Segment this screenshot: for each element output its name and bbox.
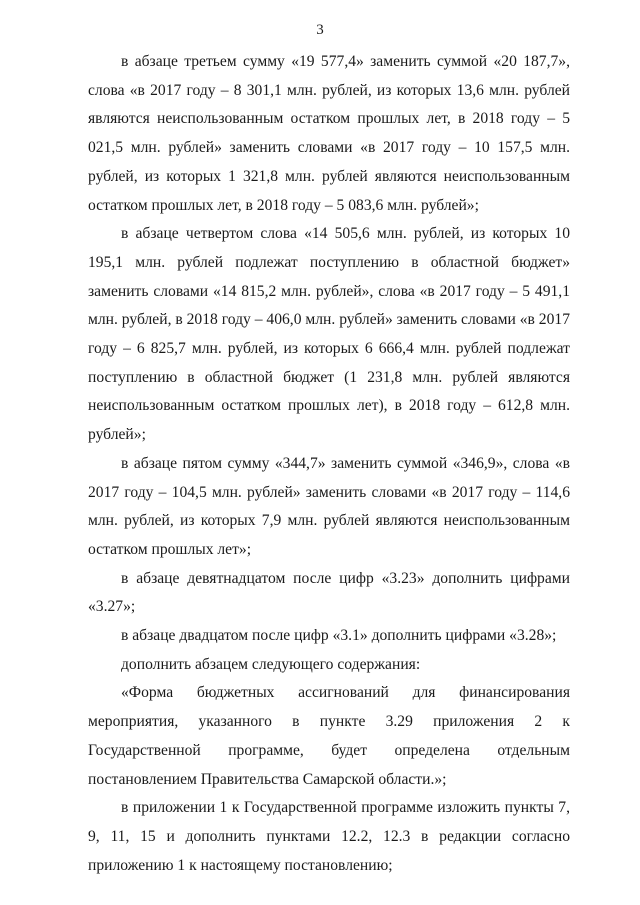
page-number: 3 bbox=[316, 22, 324, 38]
paragraph-quote-form: «Форма бюджетных ассигнований для финансирования мероприятия, указанного в пункте 3.29 приложения 2 к Государственной программе, будет определена отдельным постановлением Правительства Самарской области.»; bbox=[88, 684, 570, 788]
paragraph-abzac-20: в абзаце двадцатом после цифр «3.1» дополнить цифрами «3.28»; bbox=[121, 627, 557, 645]
paragraph-add-abzac: дополнить абзацем следующего содержания: bbox=[121, 655, 421, 673]
paragraph-abzac-5: в абзаце пятом сумму «344,7» заменить суммой «346,9», слова «в 2017 году – 104,5 млн. рублей» заменить словами «в 2017 году – 114,6 млн. рублей, из которых 7,9 млн. рублей являются неиспользованным остатком прошлых лет»; bbox=[88, 454, 570, 558]
paragraph-abzac-19: в абзаце девятнадцатом после цифр «3.23» дополнить цифрами «3.27»; bbox=[88, 569, 570, 616]
paragraph-abzac-4: в абзаце четвертом слова «14 505,6 млн. рублей, из которых 10 195,1 млн. рублей подлежат поступлению в областной бюджет» заменить словами «14 815,2 млн. рублей», слова «в 2017 году – 5 491,1 млн. рублей, в 2018 году – 406,0 млн. рублей» заменить словами «в 2017 году – 6 825,7 млн. рублей, из которых 6 666,4 млн. рублей подлежат поступлению в областной бюджет (1 231,8 млн. рублей являются неиспользованным остатком прошлых лет), в 2018 году – 612,8 млн. рублей»; bbox=[88, 225, 570, 444]
document-body bbox=[88, 48, 570, 880]
paragraph-abzac-3: в абзаце третьем сумму «19 577,4» заменить суммой «20 187,7», слова «в 2017 году – 8 301,1 млн. рублей, из которых 13,6 млн. рублей являются неиспользованным остатком прошлых лет, в 2018 году – 5 021,5 млн. рублей» заменить словами «в 2017 году – 10 157,5 млн. рублей, из которых 1 321,8 млн. рублей являются неиспользованным остатком прошлых лет, в 2018 году – 5 083,6 млн. рублей»; bbox=[88, 53, 570, 214]
paragraph-appendix-1: в приложении 1 к Государственной программе изложить пункты 7, 9, 11, 15 и дополнить пунктами 12.2, 12.3 в редакции согласно приложению 1 к настоящему постановлению; bbox=[88, 799, 570, 874]
